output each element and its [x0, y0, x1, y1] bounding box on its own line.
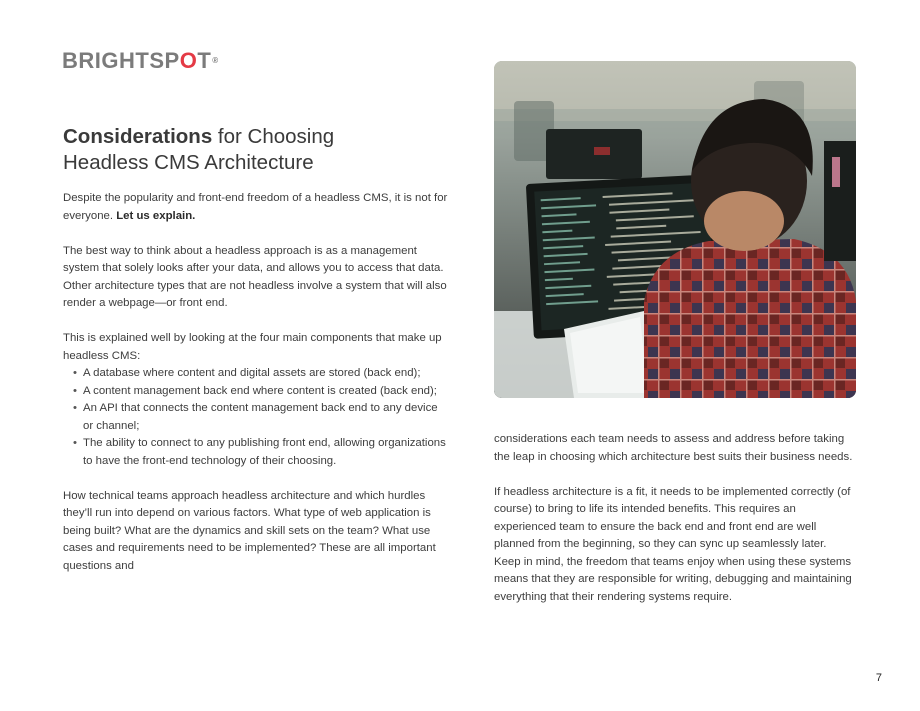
- components-list: [63, 365, 448, 470]
- logo-o: O: [179, 48, 198, 73]
- page-title: [63, 124, 448, 176]
- developer-photo-illustration: [494, 61, 856, 398]
- logo-text-b: T: [197, 48, 212, 73]
- page-number: 7: [875, 672, 882, 684]
- logo-text-a: BRIGHTSP: [62, 48, 180, 73]
- paragraph-3: This is explained well by looking at the four main components that make up headless CMS:: [63, 332, 442, 362]
- list-item: • The ability to connect to any publishing front end, allowing organizations to have the front-end technology of their choosing.: [63, 435, 448, 470]
- right-column: [494, 431, 856, 624]
- title-bold: Considerations: [63, 125, 213, 148]
- list-item: • A content management back end where content is created (back end);: [63, 383, 448, 401]
- brightspot-logo: [62, 50, 219, 72]
- left-column: [63, 124, 448, 593]
- paragraph-2: The best way to think about a headless approach is as a management system that solely looks after your data, and allows you to access that data. Other architecture types that are not headless involve a system that will also render a webpage—or front end.: [63, 244, 447, 309]
- intro-text: Despite the popularity and front-end freedom of a headless CMS, it is not for everyone.: [63, 192, 448, 222]
- developer-photo: [494, 61, 856, 398]
- intro-bold: Let us explain.: [116, 209, 196, 222]
- list-item: • A database where content and digital assets are stored (back end);: [63, 365, 448, 383]
- right-paragraph-1: considerations each team needs to assess and address before taking the leap in choosing which architecture best suits their business needs.: [494, 433, 853, 463]
- intro-paragraph: [63, 190, 448, 225]
- right-paragraph-2: If headless architecture is a fit, it needs to be implemented correctly (of course) to bring to life its intended benefits. This requires an experienced team to ensure the back end and front end are well planned from the beginning, so they can sync up seamlessly later. Keep in mind, the freedom that teams enjoy when using these systems means that they are responsible for writing, debugging and maintaining everything that their rendering systems require.: [494, 485, 852, 603]
- list-item: • An API that connects the content management back end to any device or channel;: [63, 400, 448, 435]
- title-line2: Headless CMS Architecture: [63, 151, 314, 174]
- logo-registered-mark: ®: [212, 56, 219, 65]
- left-body: [63, 190, 448, 575]
- title-rest-line1: for Choosing: [212, 125, 335, 148]
- paragraph-4: How technical teams approach headless architecture and which hurdles they’ll run into depend on various factors. What type of web application is being built? What are the dynamics and skill sets on the team? What use cases and requirements need to be implemented? These are all important questions and: [63, 489, 436, 572]
